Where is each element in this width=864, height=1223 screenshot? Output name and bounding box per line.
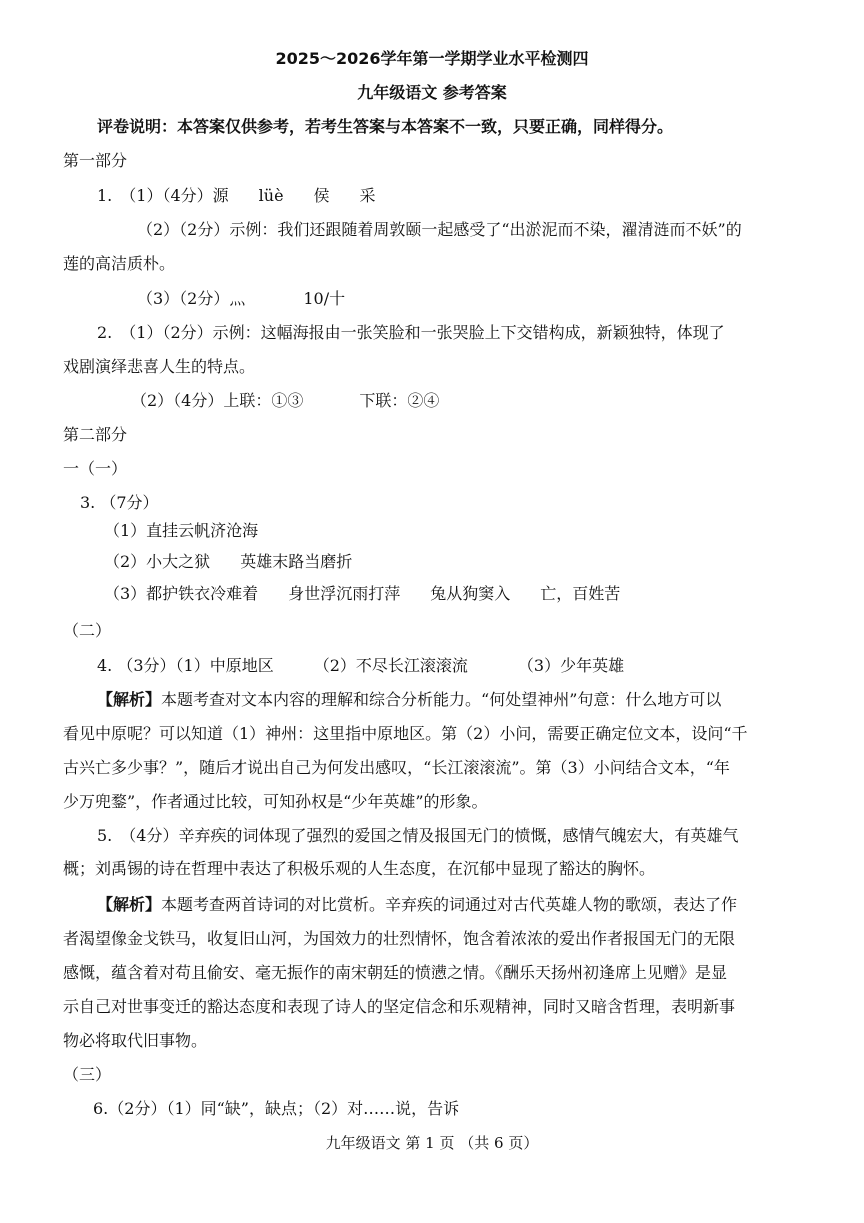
- q3-answer-3-part1: （3）都护铁衣冷难着: [104, 584, 259, 603]
- q2-2-label: （2）（4分）上联：①③: [131, 391, 304, 410]
- q3-answer-2-part2: 英雄末路当磨折: [240, 552, 353, 571]
- q6-answer: 6.（2分）（1）同“缺”，缺点；（2）对……说，告诉: [93, 1099, 460, 1118]
- q2-2-second: 下联：②④: [359, 391, 440, 410]
- q2-2-answer: [131, 390, 439, 412]
- q5-answer-line2: 概；刘禹锡的诗在哲理中表达了积极乐观的人生态度，在沉郁中显现了豁达的胸怀。: [63, 859, 656, 878]
- q1-1-answer-4: 采: [359, 186, 376, 205]
- q1-3-label: （3）（2分）灬: [137, 289, 246, 308]
- q5-analysis-tag: 【解析】: [97, 895, 162, 914]
- q3-answer-2-part1: （2）小大之狱: [104, 552, 211, 571]
- q4-answer-2: （2）不尽长江滚滚流: [313, 656, 468, 675]
- q3-answer-2: [104, 551, 352, 573]
- section-1-heading: 一（一）: [63, 459, 128, 478]
- q3-answer-3-part2: 身世浮沉雨打萍: [288, 584, 401, 603]
- section-2-heading: （二）: [63, 621, 112, 640]
- q1-2-answer-line1: （2）（2分）示例：我们还跟随着周敦颐一起感受了“出淤泥而不染，濯清涟而不妖”的: [137, 220, 742, 239]
- part2-heading: 第二部分: [63, 425, 128, 444]
- q1-1-answer: [97, 185, 376, 207]
- q5-analysis-line2: 者渴望像金戈铁马，收复旧山河，为国效力的壮烈情怀，饱含着浓浓的爱出作者报国无门的无限: [63, 929, 736, 948]
- q4-answer-1: 4. （3分）（1）中原地区: [97, 656, 274, 675]
- q1-2-answer-line2: 莲的高洁质朴。: [63, 254, 176, 273]
- q5-answer-line1: 5. （4分）辛弃疾的词体现了强烈的爱国之情及报国无门的愤慨，感情气魄宏大，有英雄气: [97, 826, 739, 845]
- q5-analysis-line1: [97, 894, 737, 916]
- grading-note: 评卷说明：本答案仅供参考，若考生答案与本答案不一致，只要正确，同样得分。: [97, 117, 674, 136]
- q4-analysis-text-1: 本题考查对文本内容的理解和综合分析能力。“何处望神州”句意：什么地方可以: [161, 690, 722, 709]
- document-title: 2025～2026学年第一学期学业水平检测四: [275, 49, 589, 68]
- q5-analysis-text-1: 本题考查两首诗词的对比赏析。辛弃疾的词通过对古代英雄人物的歌颂，表达了作: [161, 895, 738, 914]
- q3-answer-3-part4: 亡，百姓苦: [540, 584, 621, 603]
- q3-answer-3: [104, 583, 620, 605]
- q4-analysis-line1: [97, 689, 721, 711]
- q3-answer-3-part3: 兔从狗窦入: [430, 584, 511, 603]
- q4-answer: [97, 655, 624, 677]
- section-3-heading: （三）: [63, 1065, 112, 1084]
- q3-answer-1: （1）直挂云帆济沧海: [104, 521, 259, 540]
- q1-1-label: 1. （1）（4分）源: [97, 186, 229, 205]
- q3-label: 3. （7分）: [80, 493, 159, 512]
- q5-analysis-line4: 示自己对世事变迁的豁达态度和表现了诗人的坚定信念和乐观精神，同时又暗含哲理，表明新事: [63, 997, 736, 1016]
- page-footer: 九年级语文 第 1 页 （共 6 页）: [325, 1134, 539, 1152]
- q4-analysis-line2: 看见中原呢？可以知道（1）神州：这里指中原地区。第（2）小问，需要正确定位文本，设问“千: [63, 724, 748, 743]
- q4-analysis-line3: 古兴亡多少事？”，随后才说出自己为何发出感叹，“长江滚滚流”。第（3）小问结合文本，“年: [63, 758, 730, 777]
- q1-1-answer-3: 侯: [313, 186, 330, 205]
- q5-analysis-line5: 物必将取代旧事物。: [63, 1031, 208, 1050]
- q1-1-answer-2: lüè: [258, 186, 284, 205]
- q5-analysis-line3: 感慨，蕴含着对苟且偷安、毫无振作的南宋朝廷的愤懑之情。《酬乐天扬州初逢席上见赠》是显: [63, 963, 728, 982]
- q1-3-value: 10/十: [303, 289, 346, 308]
- q4-analysis-line4: 少万兜鍪”，作者通过比较，可知孙权是“少年英雄”的形象。: [63, 792, 488, 811]
- q2-1-answer-line1: 2. （1）（2分）示例：这幅海报由一张笑脸和一张哭脸上下交错构成，新颖独特，体现了: [97, 323, 725, 342]
- part1-heading: 第一部分: [63, 151, 128, 170]
- q2-1-answer-line2: 戏剧演绎悲喜人生的特点。: [63, 357, 256, 376]
- q4-analysis-tag: 【解析】: [97, 690, 162, 709]
- document-subtitle: 九年级语文 参考答案: [357, 83, 507, 102]
- q4-answer-3: （3）少年英雄: [517, 656, 625, 675]
- q1-3-answer: [137, 288, 345, 310]
